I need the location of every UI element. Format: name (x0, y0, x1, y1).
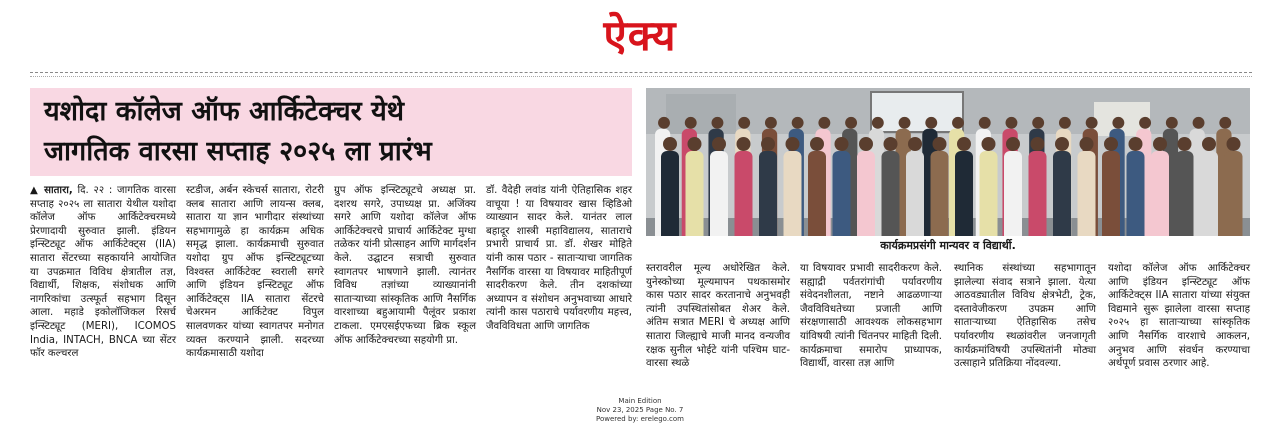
photo-person-head (1139, 117, 1151, 129)
photo-person-body (857, 151, 875, 236)
photo-person-body (661, 151, 679, 236)
footer-edition: Main Edition (618, 397, 662, 405)
photo-person-head (712, 137, 726, 151)
event-photo (646, 88, 1250, 236)
photo-person-body (1176, 151, 1194, 236)
photo-person-head (835, 137, 849, 151)
photo-person-body (759, 151, 777, 236)
article-column-8 (1108, 262, 1250, 371)
article-column-6 (800, 262, 942, 371)
column-2-text: स्टडीज, अर्बन स्केचर्स सातारा, रोटरी क्लब सातारा आणि लायन्स क्लब, सातारा या ज्ञान भागीदार संस्थांच्या सहभागामुळे हा कार्यक्रम अधिक समृद्ध झाला. कार्यक्रमाची सुरुवात यशोदा ग्रुप ऑफ इन्स्टिट्यूटच्या विश्वस्त आर्किटेक्ट स्वराली सगरे आणि इंडियन इन्स्टिट्यूट ऑफ आर्किटेक्ट्स IIA सातारा सेंटरचे चेअरमन आर्किटेक्ट विपुल सालवणकर यांच्या स्वागतपर मनोगत व्यक्त करण्याने झाली. सदरच्या कार्यक्रमासाठी यशोदा (186, 185, 324, 360)
photo-person-body (931, 151, 949, 236)
photo-person-body (1225, 151, 1243, 236)
headline-line-1: यशोदा कॉलेज ऑफ आर्किटेक्चर येथे (44, 96, 404, 127)
article-column-4 (486, 184, 632, 334)
article-column-3 (334, 184, 476, 347)
photo-person-body (906, 151, 924, 236)
photo-person-body (1127, 151, 1145, 236)
photo-person-head (884, 137, 898, 151)
photo-person-body (1200, 151, 1218, 236)
photo-person-head (1032, 117, 1044, 129)
article-column-5 (646, 262, 790, 371)
photo-person-head (957, 137, 971, 151)
photo-person-head (765, 117, 777, 129)
photo-person-head (1112, 117, 1124, 129)
header-divider (30, 72, 1252, 73)
header-divider-secondary (30, 76, 1252, 77)
photo-person-head (1006, 117, 1018, 129)
photo-person-body (1004, 151, 1022, 236)
photo-person-body (833, 151, 851, 236)
photo-person-head (1086, 117, 1098, 129)
photo-person-head (1227, 137, 1241, 151)
photo-person-head (1006, 137, 1020, 151)
column-8-text: यशोदा कॉलेज ऑफ आर्किटेक्चर आणि इंडियन इन्स्टिट्यूट ऑफ आर्किटेक्ट्स IIA सातारा यांच्या संयुक्त विद्यमाने सुरू झालेला वारसा सप्ताह २०२५ हा साताऱ्याच्या सांस्कृतिक आणि नैसर्गिक वारशाचे आकलन, अनुभव आणि संवर्धन करण्याचा अर्थपूर्ण प्रवास ठरणार आहे. (1108, 263, 1250, 370)
photo-person-head (738, 117, 750, 129)
photo-person-head (688, 137, 702, 151)
photo-person-body (1151, 151, 1169, 236)
photo-person-head (1055, 137, 1069, 151)
photo-person-head (1129, 137, 1143, 151)
photo-person-head (712, 117, 724, 129)
photo-person-head (952, 117, 964, 129)
photo-person-head (1153, 137, 1167, 151)
photo-person-body (955, 151, 973, 236)
photo-person-head (786, 137, 800, 151)
photo-person-head (818, 117, 830, 129)
masthead (0, 6, 1280, 66)
column-5-text: स्तरावरील मूल्य अधोरेखित केले. युनेस्कोच्या मूल्यमापन पथकासमोर कास पठार सादर करतानाचे अनुभवही त्यांनी उपस्थितांसोबत शेअर केले. अंतिम सत्रात MERI चे अध्यक्ष आणि सातारा जिल्ह्याचे माजी मानद वन्यजीव रक्षक सुनील भोईटे यांनी पश्चिम घाट- वारसा स्थळे (646, 263, 790, 370)
photo-person-head (859, 137, 873, 151)
photo-person-body (735, 151, 753, 236)
photo-person-head (845, 117, 857, 129)
article-column-2 (186, 184, 324, 361)
photo-person-head (1193, 117, 1205, 129)
photo-person-head (908, 137, 922, 151)
photo-person-head (1166, 117, 1178, 129)
photo-person-head (925, 117, 937, 129)
column-1-text: दि. २२ : जागतिक वारसा सप्ताह २०२५ ला सातारा येथील यशोदा कॉलेज ऑफ आर्किटेक्चरमध्ये प्रेरणादायी सुरुवात झाली. इंडियन इन्स्टिट्यूट ऑफ आर्किटेक्ट्स (IIA) सातारा सेंटरच्या सहकार्याने आयोजित या उपक्रमात विविध क्षेत्रातील तज्ञ, विद्यार्थी, शिक्षक, संशोधक आणि नागरिकांचा उत्स्फूर्त सहभाग दिसून आला. महाडे इकोलॉजिकल रिसर्च इन्स्टिट्यूट (MERI), ICOMOS India, INTACH, BNCA च्या सेंटर फॉर कल्चरल (30, 185, 176, 360)
photo-person-head (899, 117, 911, 129)
headline-box (30, 88, 632, 176)
photo-person-body (710, 151, 728, 236)
photo-person-body (882, 151, 900, 236)
column-7-text: स्थानिक संस्थांच्या सहभागातून झालेल्या संवाद सत्राने झाला. येत्या आठवड्यातील विविध क्षेत्रभेटी, ट्रेक, दस्तावेजीकरण उपक्रम आणि साताऱ्याच्या ऐतिहासिक तसेच पर्यावरणीय स्थळांवरील जनजागृती कार्यक्रमांविषयी उपस्थितांनी मोठ्या उत्साहाने प्रतिक्रिया नोंदवल्या. (954, 263, 1096, 370)
photo-person-head (810, 137, 824, 151)
footer-date-page: Nov 23, 2025 Page No. 7 (596, 406, 684, 414)
column-3-text: ग्रुप ऑफ इन्स्टिट्यूटचे अध्यक्ष प्रा. दशरथ सगरे, उपाध्यक्ष प्रा. अजिंक्य सगरे आणि यशोदा कॉलेज ऑफ आर्किटेक्चरचे प्राचार्य आर्किटेक्ट मुग्धा तळेकर यांनी प्रोत्साहन आणि मार्गदर्शन केले. उद्घाटन सत्राची सुरुवात स्वागतपर भाषणाने झाली. त्यानंतर विविध तज्ञांच्या व्याख्यानांनी साताऱ्याच्या सांस्कृतिक आणि नैसर्गिक वारशाच्या बहुआयामी पैलूंवर प्रकाश टाकला. एमएसईएफच्या ब्रिक स्कूल ऑफ आर्किटेक्चरच्या सहयोगी प्रा. (334, 185, 476, 346)
photo-person-head (1219, 117, 1231, 129)
photo-person-head (933, 137, 947, 151)
photo-person-head (737, 137, 751, 151)
photo-person-head (1104, 137, 1118, 151)
column-6-text: या विषयावर प्रभावी सादरीकरण केले. सह्याद्री पर्वतरांगांची पर्यावरणीय संवेदनशीलता, नष्टाने आढळणाऱ्या जैवविविधतेच्या प्रजाती आणि संरक्षणासाठी आवश्यक लोकसहभाग यांविषयी त्यांनी चिंतनपर माहिती दिली. कार्यक्रमाचा समारोप प्राध्यापक, विद्यार्थी, वारसा तज्ञ आणि (800, 263, 942, 370)
article-column-1 (30, 184, 176, 361)
photo-person-head (792, 117, 804, 129)
dateline-marker: ▲ (30, 185, 40, 196)
page-footer (0, 397, 1280, 424)
photo-person-body (808, 151, 826, 236)
photo-person-body (1053, 151, 1071, 236)
photo-person-body (1029, 151, 1047, 236)
dateline: सातारा, (44, 185, 73, 196)
photo-person-head (1202, 137, 1216, 151)
photo-person-head (761, 137, 775, 151)
photo-person-body (784, 151, 802, 236)
photo-person-body (686, 151, 704, 236)
headline-line-2: जागतिक वारसा सप्ताह २०२५ ला प्रारंभ (44, 136, 432, 167)
article-column-7 (954, 262, 1096, 371)
photo-person-head (1031, 137, 1045, 151)
footer-powered-by: Powered by: erelego.com (595, 415, 684, 423)
photo-person-head (1178, 137, 1192, 151)
photo-person-head (1080, 137, 1094, 151)
newspaper-logo: ऐक्य (603, 11, 677, 60)
photo-person-head (663, 137, 677, 151)
photo-person-body (1078, 151, 1096, 236)
photo-person-head (979, 117, 991, 129)
photo-person-body (1102, 151, 1120, 236)
photo-person-head (658, 117, 670, 129)
photo-person-head (982, 137, 996, 151)
column-4-text: डॉ. वैदेही लवांड यांनी ऐतिहासिक शहर वाचूया ! या विषयावर खास व्हिडिओ व्याख्यान सादर केले. यानंतर लाल बहादूर शास्त्री महाविद्यालय, साताराचे प्रभारी प्राचार्य प्रा. डॉ. शेखर मोहिते यांनी कास पठार - साताऱ्याचा जागतिक नैसर्गिक वारसा या विषयावर माहितीपूर्ण सादरीकरण केले. तीन दशकांच्या अध्यापन व संशोधन अनुभवाच्या आधारे त्यांनी कास पठाराचे पर्यावरणीय महत्त्व, जैवविविधता आणि जागतिक (486, 185, 632, 332)
photo-person-body (980, 151, 998, 236)
photo-person-head (1059, 117, 1071, 129)
photo-caption: कार्यक्रमप्रसंगी मान्यवर व विद्यार्थी. (880, 239, 1016, 252)
photo-person-head (685, 117, 697, 129)
photo-person-head (872, 117, 884, 129)
